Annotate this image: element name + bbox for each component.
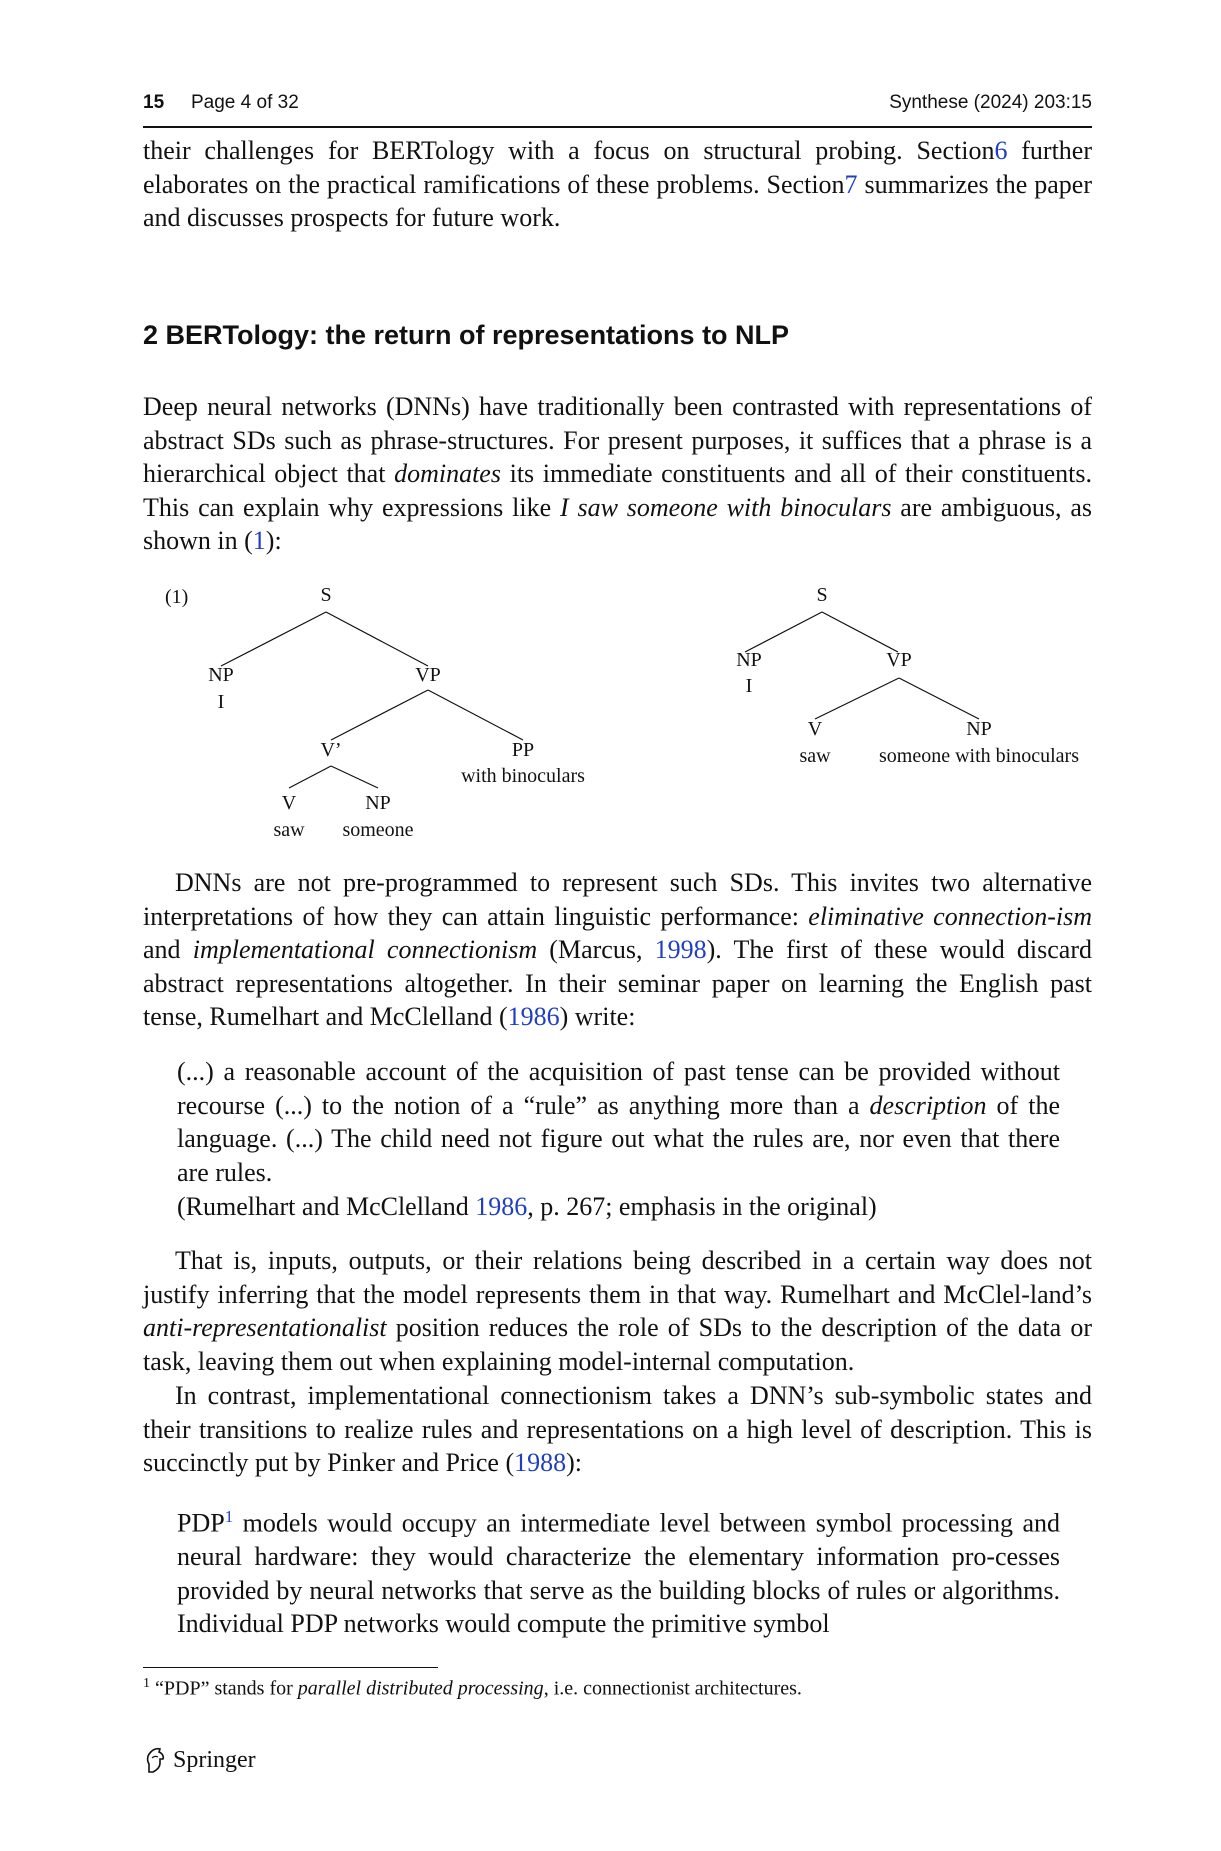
page-of-label: Page 4 of 32 — [191, 92, 299, 113]
footnote-text-a: “PDP” stands for — [155, 1677, 298, 1700]
section-heading: 2 BERTology: the return of representations to NLP — [143, 320, 790, 350]
left-edge-VP-Vbar — [331, 690, 428, 740]
right-node-V: V — [807, 718, 823, 740]
p2-text-d: ): — [265, 526, 282, 555]
intro-text-a: their challenges for BERTology with a focus on structural probing. Section — [143, 136, 995, 165]
pinker-price-1988-link[interactable]: 1988 — [514, 1448, 567, 1477]
p3-text-b: and — [143, 935, 193, 964]
left-edge-Vbar-NP — [331, 766, 378, 788]
p2-text-a: Deep neural networks (DNNs) have traditionally been contrasted with representations of abstract SDs such as phrase-structures. For present purposes, it suffices that a phrase is a hierarchical object that — [143, 392, 1092, 488]
paragraph-anti-representationalist — [143, 1244, 1092, 1378]
running-header — [143, 92, 1092, 128]
p4-emphasis-anti-representationalist: anti-representationalist — [143, 1313, 387, 1342]
right-edge-VP-NP — [899, 678, 979, 719]
p4-text-a: That is, inputs, outputs, or their relations being described in a certain way does not justify inferring that the model represents them in that way. Rumelhart and McClel-land’s — [143, 1246, 1092, 1309]
left-edge-S-VP — [326, 612, 428, 666]
left-tree — [208, 584, 585, 841]
left-leaf-I: I — [217, 691, 225, 713]
p2-text-c: are ambiguous, as shown in ( — [143, 492, 1092, 555]
paragraph-connectionism — [143, 866, 1092, 1034]
right-node-NP: NP — [736, 649, 762, 671]
left-node-PP: PP — [511, 739, 535, 761]
footnote-text-b: , i.e. connectionist architectures. — [543, 1677, 802, 1700]
left-leaf-someone: someone — [342, 819, 414, 841]
example-number: (1) — [165, 586, 189, 608]
right-edge-VP-V — [815, 678, 899, 719]
journal-citation: Synthese (2024) 203:15 — [889, 92, 1092, 113]
quote1-cite-text-a: (Rumelhart and McClelland — [177, 1192, 476, 1221]
p3-emphasis-implementational: implementational connectionism — [192, 935, 538, 964]
right-node-VP: VP — [886, 649, 912, 671]
right-edge-S-NP — [745, 612, 822, 652]
publisher-footer — [143, 1746, 256, 1774]
p3-text-c: (Marcus, — [537, 935, 655, 964]
p3-text-e: ) write: — [559, 1002, 636, 1031]
left-node-Vbar: V’ — [320, 739, 342, 761]
quote1-text-a: (...) a reasonable account of the acquisition of past tense can be provided without recourse (...) to the notion of a “rule” as anything more than a — [177, 1057, 1060, 1120]
left-node-NP2: NP — [365, 792, 391, 814]
publisher-name: Springer — [173, 1746, 256, 1773]
springer-horse-icon — [143, 1746, 167, 1774]
quote1-cite-text-b: , p. 267; emphasis in the original) — [527, 1192, 877, 1221]
left-edge-Vbar-V — [289, 766, 331, 788]
intro-text-c: summarizes the paper and discusses prospects for future work. — [143, 169, 1093, 232]
section-7-link[interactable]: 7 — [844, 169, 858, 199]
syntax-tree-figure — [143, 572, 1103, 854]
intro-text-b: further elaborates on the practical ramifications of these problems. Section — [143, 136, 1092, 199]
left-leaf-saw: saw — [273, 819, 305, 841]
footnote-rule — [143, 1667, 438, 1668]
right-edge-S-VP — [822, 612, 898, 652]
footnote-1 — [143, 1676, 802, 1701]
block-quote-rumelhart — [177, 1055, 1060, 1189]
block-quote-pinker-price — [177, 1499, 1060, 1641]
left-edge-S-NP — [221, 612, 326, 666]
p2-emphasis-example: I saw someone with binoculars — [559, 492, 892, 522]
p5-text-a: In contrast, implementational connectionism takes a DNN’s sub-symbolic states and their transitions to realize rules and representations on a high level of description. This is succinctly put by Pinker and Price ( — [143, 1381, 1092, 1477]
p3-text-d: ). The first of these would discard abstract representations altogether. In their seminar paper on learning the English past tense, Rumelhart and McClelland ( — [143, 935, 1092, 1031]
p3-emphasis-eliminative: eliminative connection-ism — [808, 901, 1092, 931]
p2-emphasis-dominates: dominates — [394, 459, 501, 488]
example-1-link[interactable]: 1 — [252, 526, 266, 555]
left-node-S: S — [320, 584, 332, 606]
right-node-S: S — [816, 584, 828, 606]
p5-text-b: ): — [566, 1448, 583, 1477]
p4-text-b: position reduces the role of SDs to the description of the data or task, leaving them out when explaining model-internal computation. — [143, 1313, 1092, 1376]
marcus-1998-link[interactable]: 1998 — [654, 935, 707, 964]
paragraph-dnn-intro — [143, 390, 1092, 558]
rumelhart-1986-cite-link[interactable]: 1986 — [475, 1192, 528, 1221]
right-leaf-np-text: someone with binoculars — [879, 745, 1079, 767]
left-edge-VP-PP — [428, 690, 523, 740]
right-leaf-I: I — [745, 675, 753, 697]
right-leaf-saw: saw — [799, 745, 831, 767]
quote2-text-a: PDP — [177, 1508, 225, 1538]
left-leaf-pp-text: with binoculars — [461, 765, 585, 787]
quote1-text-b: of the language. (...) The child need not figure out what the rules are, nor even that there are rules. — [177, 1090, 1060, 1187]
left-node-VP: VP — [415, 664, 441, 686]
p2-text-b: its immediate constituents and all of their constituents. This can explain why expressions like — [143, 459, 1093, 522]
quote1-emphasis-description: description — [869, 1090, 987, 1120]
page-number: 15 — [143, 92, 165, 113]
paragraph-implementational — [143, 1379, 1092, 1480]
quote1-citation — [177, 1190, 1060, 1224]
footnote-number: 1 — [143, 1676, 150, 1691]
footnote-1-marker[interactable]: 1 — [224, 1507, 234, 1526]
p3-text-a: DNNs are not pre-programmed to represent such SDs. This invites two alternative interpretations of how they can attain linguistic performance: — [143, 868, 1092, 931]
rumelhart-1986-link[interactable]: 1986 — [507, 1002, 560, 1031]
left-node-V: V — [281, 792, 297, 814]
left-node-NP: NP — [208, 664, 234, 686]
footnote-emphasis: parallel distributed processing — [297, 1677, 544, 1700]
quote2-text-b: models would occupy an intermediate level between symbol processing and neural hardware: they would characterize the elementary information pro-cesses provided by neural networks that serve as the building blocks of rules or algorithms. Individual PDP networks would compute the primitive symbol — [177, 1508, 1060, 1639]
right-node-NP2: NP — [966, 718, 992, 740]
section-6-link[interactable]: 6 — [994, 136, 1008, 165]
right-tree — [736, 584, 1079, 767]
intro-paragraph — [143, 134, 1092, 235]
